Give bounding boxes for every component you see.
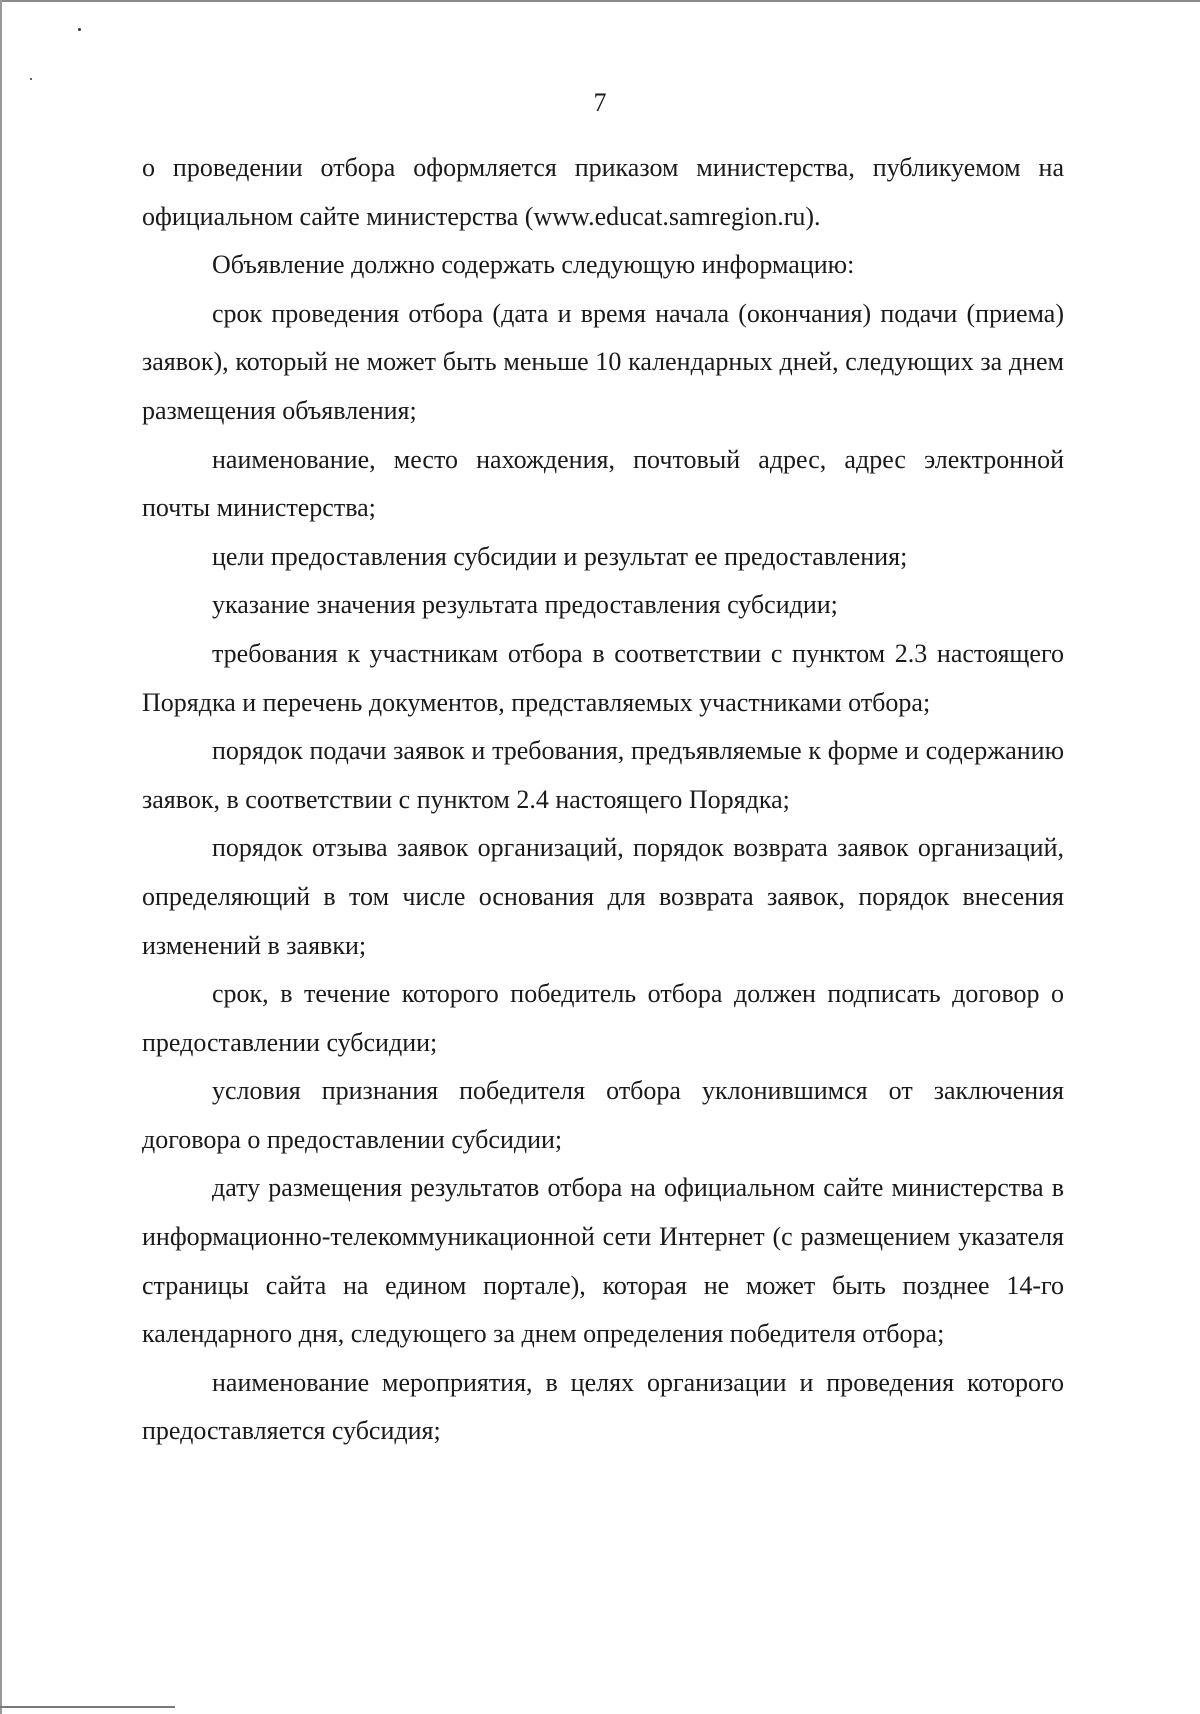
paragraph: дату размещения результатов отбора на официальном сайте министерства в информационно-телекоммуникационной сети Интернет (с размещением указателя страницы сайта на едином портале), которая не может быть позднее 14-го календарного дня, следующего за днем определения победителя отбора; [142, 1173, 1064, 1349]
scan-speck [78, 28, 81, 31]
paragraph: Объявление должно содержать следующую информацию: [212, 250, 855, 280]
paragraph: срок проведения отбора (дата и время начала (окончания) подачи (приема) заявок), который не может быть меньше 10 календарных дней, следующих за днем размещения объявления; [142, 298, 1064, 425]
scan-edge-top [0, 0, 1200, 2]
paragraph: цели предоставления субсидии и результат ее предоставления; [212, 541, 908, 571]
scan-edge-bottom [0, 1706, 175, 1708]
paragraph: наименование мероприятия, в целях организации и проведения которого предоставляется субсидия; [142, 1367, 1064, 1446]
document-body [142, 144, 1064, 1456]
page-number: 7 [593, 88, 607, 117]
scan-speck [30, 78, 32, 80]
paragraph: указание значения результата предоставления субсидии; [212, 590, 838, 620]
paragraph: условия признания победителя отбора уклонившимся от заключения договора о предоставлении субсидии; [142, 1076, 1064, 1154]
scan-edge-left [0, 0, 2, 1714]
paragraph: наименование, место нахождения, почтовый адрес, адрес электронной почты министерства; [142, 444, 1064, 523]
paragraph: срок, в течение которого победитель отбора должен подписать договор о предоставлении субсидии; [142, 979, 1064, 1057]
paragraph: порядок подачи заявок и требования, предъявляемые к форме и содержанию заявок, в соответствии с пунктом 2.4 настоящего Порядка; [142, 736, 1064, 814]
paragraph: требования к участникам отбора в соответствии с пунктом 2.3 настоящего Порядка и перечень документов, представляемых участниками отбора; [142, 638, 1064, 717]
paragraph: порядок отзыва заявок организаций, порядок возврата заявок организаций, определяющий в том числе основания для возврата заявок, порядок внесения изменений в заявки; [142, 833, 1064, 960]
paragraph: о проведении отбора оформляется приказом министерства, публикуемом на официальном сайте министерства (www.educat.samregion.ru). [142, 153, 1064, 231]
